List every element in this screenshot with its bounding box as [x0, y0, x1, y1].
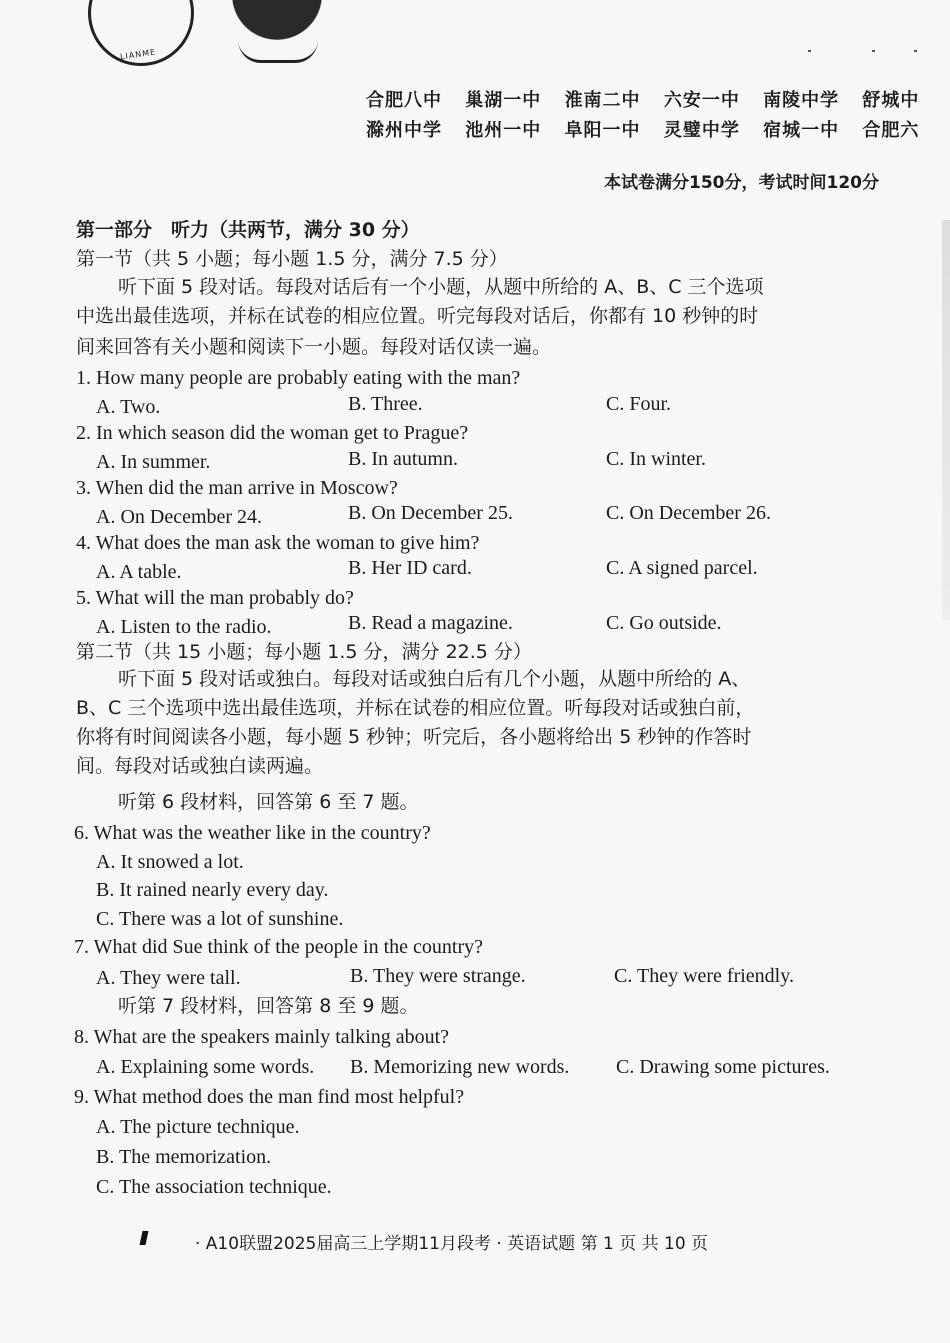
question-5: 5. What will the man probably do? [76, 587, 354, 609]
part1-title: 第一部分 听力（共两节，满分 30 分） [76, 219, 420, 241]
option-c: C. In winter. [606, 448, 706, 470]
school-name: 巢湖一中 [465, 90, 542, 111]
section1-title: 第一节（共 5 小题；每小题 1.5 分，满分 7.5 分） [76, 248, 508, 270]
option-b: B. In autumn. [348, 448, 458, 470]
school-name: 灵璧中学 [663, 120, 740, 141]
section1-instruction-line: 听下面 5 段对话。每段对话后有一个小题，从题中所给的 A、B、C 三个选项 [118, 276, 764, 298]
page-edge-shadow [942, 220, 950, 620]
material-7-note: 听第 7 段材料，回答第 8 至 9 题。 [118, 995, 419, 1017]
section1-instruction-line: 中选出最佳选项，并标在试卷的相应位置。听完每段对话后，你都有 10 秒钟的时 [76, 305, 759, 327]
material-6-note: 听第 6 段材料，回答第 6 至 7 题。 [118, 791, 419, 813]
question-7: 7. What did Sue think of the people in the country? [74, 936, 483, 958]
school-name: 合肥八中 [366, 90, 442, 111]
question-4: 4. What does the man ask the woman to give him? [76, 532, 480, 554]
school-name: 滁州中学 [366, 120, 442, 141]
section1-instruction-line: 间来回答有关小题和阅读下一小题。每段对话仅读一遍。 [76, 336, 552, 358]
option-c: C. There was a lot of sunshine. [96, 908, 344, 930]
question-1: 1. How many people are probably eating with the man? [76, 367, 521, 389]
section2-instruction-line: B、C 三个选项中选出最佳选项，并标在试卷的相应位置。听每段对话或独白前， [76, 697, 755, 719]
option-a: A. They were tall. [96, 967, 241, 989]
page-footer: · A10联盟2025届高三上学期11月段考 · 英语试题 第 1 页 共 10 页 [195, 1234, 709, 1254]
option-b: B. Read a magazine. [348, 612, 513, 634]
logo-left-text: LIANME [119, 47, 157, 62]
option-a: A. Listen to the radio. [96, 616, 272, 638]
schools-row-2 [366, 116, 935, 142]
question-9: 9. What method does the man find most helpful? [74, 1086, 465, 1108]
option-c: C. The association technique. [96, 1176, 332, 1198]
option-c: C. Go outside. [606, 612, 722, 634]
option-b: B. Her ID card. [348, 557, 472, 579]
logo-right-ring [238, 40, 318, 63]
option-c: C. Four. [606, 393, 672, 415]
option-c: C. Drawing some pictures. [616, 1056, 830, 1078]
option-a: A. The picture technique. [96, 1116, 300, 1138]
section2-instruction-line: 听下面 5 段对话或独白。每段对话或独白后有几个小题，从题中所给的 A、 [118, 668, 751, 690]
option-a: A. On December 24. [96, 506, 263, 528]
schools-row-1 [366, 86, 935, 112]
question-6: 6. What was the weather like in the country? [74, 822, 431, 844]
option-b: B. They were strange. [350, 965, 526, 987]
section2-title: 第二节（共 15 小题；每小题 1.5 分，满分 22.5 分） [76, 641, 532, 663]
option-b: B. The memorization. [96, 1146, 272, 1168]
school-name: 池州一中 [465, 120, 542, 141]
option-b: B. Memorizing new words. [350, 1056, 570, 1078]
option-b: B. It rained nearly every day. [96, 879, 329, 901]
school-name: 六安一中 [663, 90, 740, 111]
question-3: 3. When did the man arrive in Moscow? [76, 477, 398, 499]
option-c: C. They were friendly. [614, 965, 794, 987]
school-name: 南陵中学 [763, 90, 840, 111]
option-a: A. Explaining some words. [96, 1056, 315, 1078]
page-mark [140, 1231, 149, 1245]
school-name: 淮南二中 [564, 90, 641, 111]
school-name: 合肥六 [862, 120, 920, 141]
question-2: 2. In which season did the woman get to Prague? [76, 422, 469, 444]
school-name: 阜阳一中 [564, 120, 641, 141]
option-b: B. Three. [348, 393, 423, 415]
option-b: B. On December 25. [348, 502, 513, 524]
option-a: A. Two. [96, 396, 161, 418]
option-a: A. In summer. [96, 451, 211, 473]
question-8: 8. What are the speakers mainly talking about? [74, 1026, 450, 1048]
option-c: C. A signed parcel. [606, 557, 758, 579]
school-name: 宿城一中 [763, 120, 840, 141]
option-c: C. On December 26. [606, 502, 771, 524]
school-name: 舒城中 [862, 90, 920, 111]
option-a: A. A table. [96, 561, 182, 583]
option-a: A. It snowed a lot. [96, 851, 244, 873]
section2-instruction-line: 间。每段对话或独白读两遍。 [76, 755, 324, 777]
full-score-note: 本试卷满分150分，考试时间120分 [604, 173, 879, 193]
section2-instruction-line: 你将有时间阅读各小题，每小题 5 秒钟；听完后，各小题将给出 5 秒钟的作答时 [76, 726, 752, 748]
